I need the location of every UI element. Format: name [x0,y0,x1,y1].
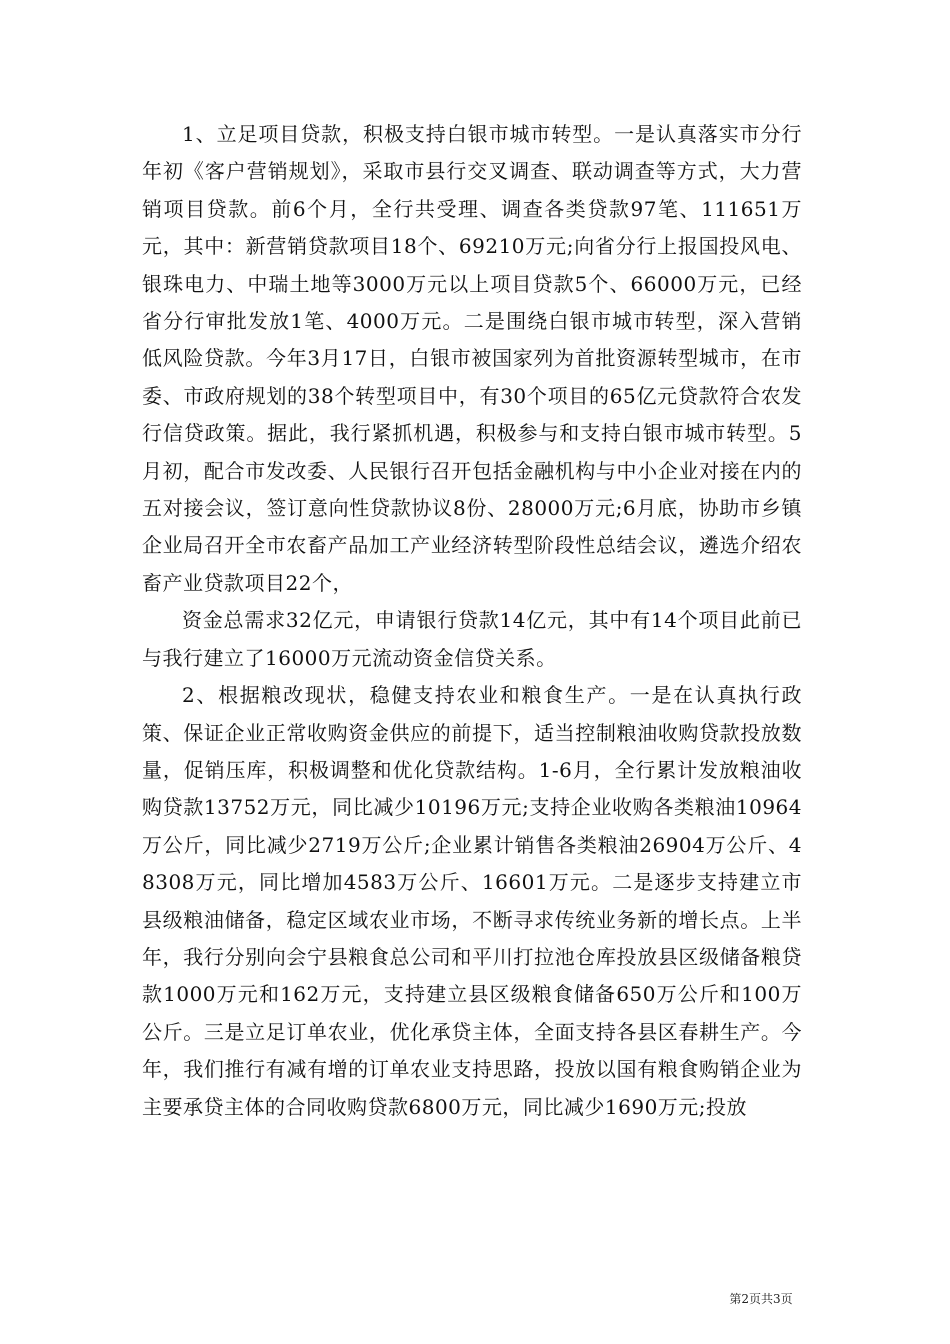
document-body [142,116,802,1126]
page-footer [286,1290,950,1307]
paragraph-grain-reform: 2、根据粮改现状，稳健支持农业和粮食生产。一是在认真执行政策、保证企业正常收购资金供应的前提下，适当控制粮油收购贷款投放数量，促销压库，积极调整和优化贷款结构。1-6月，全行累计发放粮油收购贷款13752万元，同比减少10196万元;支持企业收购各类粮油10964万公斤，同比减少2719万公斤;企业累计销售各类粮油26904万公斤、48308万元，同比增加4583万公斤、16601万元。二是逐步支持建立市县级粮油储备，稳定区域农业市场，不断寻求传统业务新的增长点。上半年，我行分别向会宁县粮食总公司和平川打拉池仓库投放县区级储备粮贷款1000万元和162万元，支持建立县区级粮食储备650万公斤和100万公斤。三是立足订单农业，优化承贷主体，全面支持各县区春耕生产。今年，我们推行有减有增的订单农业支持思路，投放以国有粮食购销企业为主要承贷主体的合同收购贷款6800万元，同比减少1690万元;投放 [142,683,802,1119]
page-number: 第2页共3页 [729,1292,793,1306]
paragraph-project-loans: 1、立足项目贷款，积极支持白银市城市转型。一是认真落实市分行年初《客户营销规划》，采取市县行交叉调查、联动调查等方式，大力营销项目贷款。前6个月，全行共受理、调查各类贷款97笔、111651万元，其中：新营销贷款项目18个、69210万元;向省分行上报国投风电、银珠电力、中瑞土地等3000万元以上项目贷款5个、66000万元，已经省分行审批发放1笔、4000万元。二是围绕白银市城市转型，深入营销低风险贷款。今年3月17日，白银市被国家列为首批资源转型城市，在市委、市政府规划的38个转型项目中，有30个项目的65亿元贷款符合农发行信贷政策。据此，我行紧抓机遇，积极参与和支持白银市城市转型。5月初，配合市发改委、人民银行召开包括金融机构与中小企业对接在内的五对接会议，签订意向性贷款协议8份、28000万元;6月底，协助市乡镇企业局召开全市农畜产品加工产业经济转型阶段性总结会议，遴选介绍农畜产业贷款项目22个， [142,122,802,595]
paragraph-funding-demand: 资金总需求32亿元，申请银行贷款14亿元，其中有14个项目此前已与我行建立了16000万元流动资金信贷关系。 [142,608,802,670]
